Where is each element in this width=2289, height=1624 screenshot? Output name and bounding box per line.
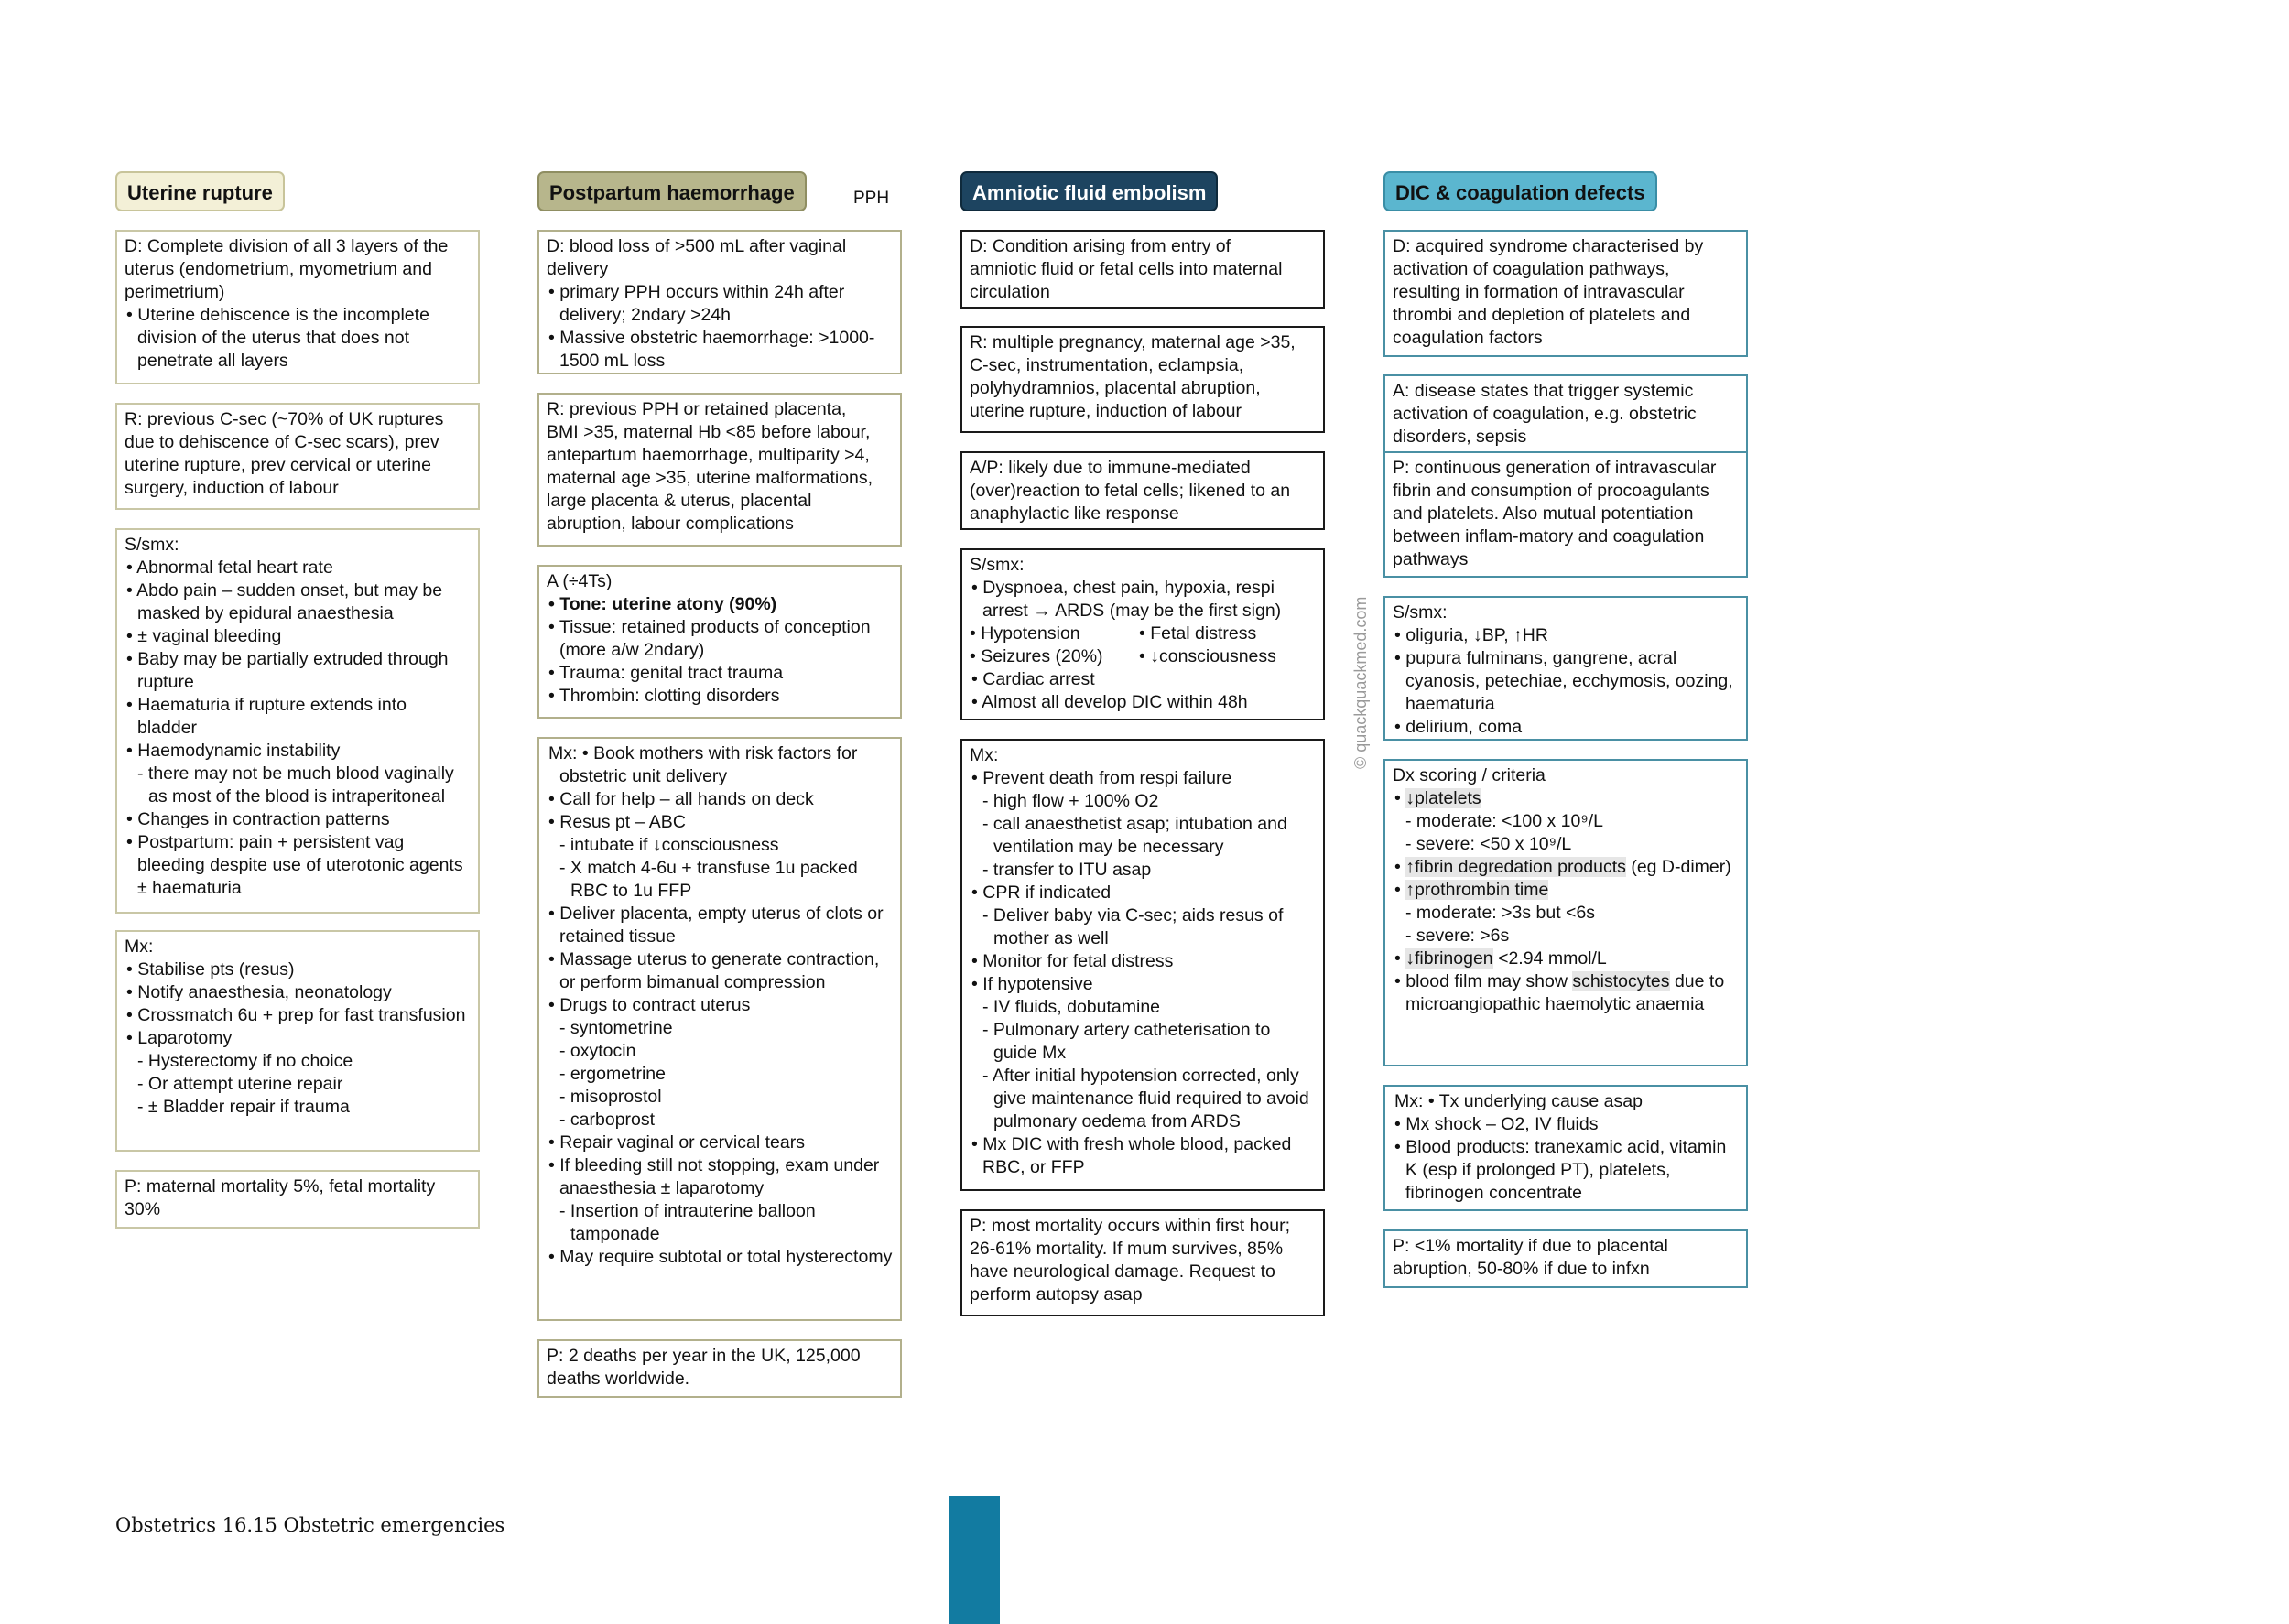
bullet-line: • Notify anaesthesia, neonatology	[126, 982, 392, 1002]
text-line: between inflam-matory and coagulation	[1393, 526, 1705, 547]
text-line: uterine rupture, induction of labour	[970, 401, 1242, 421]
bullet-line: • ↓consciousness	[1139, 646, 1276, 666]
sub-bullet-line: - After initial hypotension corrected, only give maintenance fluid required to avoid pulmonary oedema from ARDS	[982, 1066, 1309, 1131]
pph-aetiology-box	[537, 565, 902, 719]
bullet-line: Mx: • Book mothers with risk factors for obstetric unit delivery	[548, 743, 858, 786]
text-line: A: disease states that trigger systemic	[1393, 381, 1694, 401]
text-line: anaphylactic like response	[970, 503, 1179, 524]
bullet-line: • Trauma: genital tract trauma	[548, 663, 784, 683]
page-footer: Obstetrics 16.15 Obstetric emergencies	[115, 1514, 505, 1536]
text-line: S/smx:	[1393, 602, 1448, 623]
afe-risk-box	[960, 326, 1325, 433]
text-line: D: blood loss of >500 mL after vaginal	[547, 236, 847, 256]
sub-bullet-line: - high flow + 100% O2	[982, 791, 1159, 811]
text-line: C-sec, instrumentation, eclampsia,	[970, 355, 1244, 375]
bullet-line: • Baby may be partially extruded through rupture	[126, 649, 449, 692]
bullet-line: • Mx shock – O2, IV fluids	[1394, 1114, 1599, 1134]
dic-diagnosis-box: Dx scoring / criteria • ↓platelets - moderate: <100 x 10⁹/L - severe: <50 x 10⁹/L • ↑fibrin degredation products (eg D-dimer) • ↑prothrombin time - moderate: >3s but <6s - severe: >6s • ↓fibrinogen <2.94 mmol/L • blood film may show schistocytes due to microangiopathic haemolytic anaemia	[1383, 759, 1748, 1066]
text-line: maternal age >35, uterine malformations,	[547, 468, 873, 488]
bullet-line: • May require subtotal or total hysterectomy	[548, 1247, 893, 1267]
text-line: P: continuous generation of intravascular	[1393, 458, 1717, 478]
text-line: polyhydramnios, placental abruption,	[970, 378, 1261, 398]
afe-definition-box	[960, 230, 1325, 309]
bullet-line: Mx: • Tx underlying cause asap	[1394, 1091, 1643, 1111]
text-line: perimetrium)	[125, 282, 225, 302]
bullet-line: • Cardiac arrest	[971, 669, 1095, 689]
sub-bullet-line: - moderate: <100 x 10⁹/L	[1405, 811, 1603, 831]
afe-prognosis-box	[960, 1209, 1325, 1316]
text-line: Mx:	[970, 745, 999, 765]
bullet-line: • Prevent death from respi failure	[971, 768, 1232, 788]
sub-bullet-line: - intubate if ↓consciousness	[559, 835, 779, 855]
text-line: S/smx:	[125, 535, 179, 555]
bullet-line: • Drugs to contract uterus	[548, 995, 751, 1015]
text-line: Dx scoring / criteria	[1393, 765, 1546, 785]
text-fragment: (eg D-dimer)	[1625, 857, 1731, 877]
sub-bullet-line: - moderate: >3s but <6s	[1405, 903, 1596, 923]
highlighted-criterion: ↑fibrin degredation products	[1405, 857, 1626, 877]
highlighted-criterion: ↓platelets	[1405, 788, 1481, 808]
bullet-line: • Fetal distress	[1139, 623, 1257, 644]
ur-definition-box	[115, 230, 480, 384]
text-line: uterus (endometrium, myometrium and	[125, 259, 432, 279]
text-line: P: maternal mortality 5%, fetal mortality	[125, 1176, 436, 1196]
pph-management-box	[537, 737, 902, 1321]
sub-bullet-line: - carboprost	[559, 1110, 656, 1130]
bullet-line: • oliguria, ↓BP, ↑HR	[1394, 625, 1548, 645]
bullet-line: • Abdo pain – sudden onset, but may be masked by epidural anaesthesia	[126, 580, 443, 623]
sub-bullet-line: - IV fluids, dobutamine	[982, 997, 1161, 1017]
text-fragment: • blood film may show	[1394, 971, 1573, 991]
bullet-line: • Haemodynamic instability	[126, 741, 341, 761]
text-line: resulting in formation of intravascular	[1393, 282, 1685, 302]
text-line: pathways	[1393, 549, 1469, 569]
text-line: surgery, induction of labour	[125, 478, 339, 498]
bullet-line: • Postpartum: pain + persistent vag bleeding despite use of uterotonic agents ± haematuria	[126, 832, 463, 898]
bullet-line: • Repair vaginal or cervical tears	[548, 1132, 805, 1153]
pph-definition-box	[537, 230, 902, 374]
text-line: fibrin and consumption of procoagulants	[1393, 481, 1709, 501]
bullet-line: • Call for help – all hands on deck	[548, 789, 814, 809]
sub-bullet-line: - X match 4-6u + transfuse 1u packed RBC to 1u FFP	[559, 858, 858, 901]
watermark: © quackquackmed.com	[1351, 596, 1370, 769]
text-line: BMI >35, maternal Hb <85 before labour,	[547, 422, 871, 442]
sub-bullet-line: - Deliver baby via C-sec; aids resus of mother as well	[982, 905, 1284, 948]
ur-prognosis-box	[115, 1170, 480, 1229]
text-line: (over)reaction to fetal cells; likened to an	[970, 481, 1291, 501]
bullet-line: • Abnormal fetal heart rate	[126, 558, 333, 578]
text-line: abruption, 50-80% if due to infxn	[1393, 1259, 1650, 1279]
bullet-line: • Mx DIC with fresh whole blood, packed RBC, or FFP	[971, 1134, 1292, 1177]
text-line: 30%	[125, 1199, 161, 1219]
text-line: due to dehiscence of C-sec scars), prev	[125, 432, 439, 452]
section-tab	[949, 1496, 1000, 1624]
text-line: R: previous PPH or retained placenta,	[547, 399, 847, 419]
dic-management-box	[1383, 1085, 1748, 1211]
text-line: amniotic fluid or fetal cells into maternal	[970, 259, 1283, 279]
bullet-line: • Massage uterus to generate contraction, or perform bimanual compression	[548, 949, 880, 992]
dic-definition-box	[1383, 230, 1748, 357]
text-line: activation of coagulation, e.g. obstetric	[1393, 404, 1697, 424]
text-line: have neurological damage. Request to	[970, 1261, 1275, 1282]
afe-heading: Amniotic fluid embolism	[960, 171, 1218, 211]
bullet-line: • Crossmatch 6u + prep for fast transfusion	[126, 1005, 466, 1025]
bullet-line: • CPR if indicated	[971, 882, 1112, 903]
bullet-line: • primary PPH occurs within 24h after delivery; 2ndary >24h	[548, 282, 845, 325]
bullet-line: • If bleeding still not stopping, exam under anaesthesia ± laparotomy	[548, 1155, 880, 1198]
ur-management-box	[115, 930, 480, 1152]
bullet-line: • Seizures (20%)	[970, 646, 1103, 666]
bullet-line: • If hypotensive	[971, 974, 1093, 994]
text-fragment: due to microangiopathic haemolytic anaemia	[1405, 971, 1725, 1014]
highlighted-term: schistocytes	[1572, 971, 1670, 991]
bullet-line: • delirium, coma	[1394, 717, 1523, 737]
bullet-line: • Uterine dehiscence is the incomplete division of the uterus that does not penetrate all layers	[126, 305, 429, 371]
text-line: S/smx:	[970, 555, 1025, 575]
bullet-line: • Changes in contraction patterns	[126, 809, 390, 829]
sub-bullet-line: - severe: <50 x 10⁹/L	[1405, 834, 1572, 854]
bullet-line: • Thrombin: clotting disorders	[548, 686, 780, 706]
pph-risk-box	[537, 393, 902, 547]
text-line: large placenta & uterus, placental	[547, 491, 812, 511]
text-line: thrombi and depletion of platelets and	[1393, 305, 1691, 325]
sub-bullet-line: - Hysterectomy if no choice	[137, 1051, 353, 1071]
bullet-line: • Tissue: retained products of conception (more a/w 2ndary)	[548, 617, 871, 660]
sub-bullet-line: - Or attempt uterine repair	[137, 1074, 343, 1094]
dic-prognosis-box	[1383, 1229, 1748, 1288]
text-line: circulation	[970, 282, 1050, 302]
ur-symptoms-box	[115, 528, 480, 914]
sub-bullet-line: - there may not be much blood vaginally as most of the blood is intraperitoneal	[137, 763, 454, 807]
bullet-line: • ± vaginal bleeding	[126, 626, 282, 646]
sub-bullet-line: - Pulmonary artery catheterisation to guide Mx	[982, 1020, 1271, 1063]
bullet-line: • Deliver placenta, empty uterus of clots or retained tissue	[548, 904, 884, 947]
text-line: P: <1% mortality if due to placental	[1393, 1236, 1668, 1256]
ur-risk-box	[115, 403, 480, 510]
pph-prognosis-box	[537, 1339, 902, 1398]
highlighted-criterion: ↓fibrinogen	[1405, 948, 1493, 969]
text-line: A (÷4Ts)	[547, 571, 613, 591]
sub-bullet-line: - transfer to ITU asap	[982, 860, 1152, 880]
sub-bullet-line: - Insertion of intrauterine balloon tamponade	[559, 1201, 816, 1244]
bullet-line: • Haematuria if rupture extends into bladder	[126, 695, 407, 738]
pph-abbreviation: PPH	[853, 189, 890, 208]
dic-aetiology-box	[1383, 374, 1748, 453]
text-line: P: most mortality occurs within first hour;	[970, 1216, 1291, 1236]
text-line: abruption, labour complications	[547, 514, 794, 534]
afe-pathophysiology-box	[960, 451, 1325, 530]
text-fragment: <2.94 mmol/L	[1492, 948, 1607, 969]
sub-bullet-line: - ± Bladder repair if trauma	[137, 1097, 350, 1117]
text-line: coagulation factors	[1393, 328, 1543, 348]
afe-management-box	[960, 739, 1325, 1191]
text-line: antepartum haemorrhage, multiparity >4,	[547, 445, 870, 465]
pph-heading: Postpartum haemorrhage	[537, 171, 807, 211]
bullet-line: • Blood products: tranexamic acid, vitamin K (esp if prolonged PT), platelets, fibrinogen concentrate	[1394, 1137, 1727, 1203]
dic-symptoms-box	[1383, 596, 1748, 741]
text-line: P: 2 deaths per year in the UK, 125,000	[547, 1346, 861, 1366]
text-line: deaths worldwide.	[547, 1369, 690, 1389]
text-line: uterine rupture, prev cervical or uterine	[125, 455, 431, 475]
text-line: R: previous C-sec (~70% of UK ruptures	[125, 409, 444, 429]
text-line: delivery	[547, 259, 609, 279]
dic-heading: DIC & coagulation defects	[1383, 171, 1657, 211]
text-line: A/P: likely due to immune-mediated	[970, 458, 1251, 478]
bullet-line: • Resus pt – ABC	[548, 812, 686, 832]
text-line: activation of coagulation pathways,	[1393, 259, 1670, 279]
text-line: and platelets. Also mutual potentiation	[1393, 503, 1694, 524]
sub-bullet-line: - syntometrine	[559, 1018, 673, 1038]
text-line: perform autopsy asap	[970, 1284, 1143, 1305]
bullet-line: • Massive obstetric haemorrhage: >1000-1500 mL loss	[548, 328, 875, 371]
text-line: R: multiple pregnancy, maternal age >35,	[970, 332, 1296, 352]
sub-bullet-line: - severe: >6s	[1405, 926, 1510, 946]
sub-bullet-line: - ergometrine	[559, 1064, 666, 1084]
sub-bullet-line: - oxytocin	[559, 1041, 636, 1061]
bullet-line: • Stabilise pts (resus)	[126, 959, 295, 980]
sub-bullet-line: - call anaesthetist asap; intubation and ventilation may be necessary	[982, 814, 1287, 857]
text-line: D: Complete division of all 3 layers of the	[125, 236, 449, 256]
bullet-line: • Monitor for fetal distress	[971, 951, 1174, 971]
highlighted-criterion: ↑prothrombin time	[1405, 880, 1549, 900]
bullet-line: • Dyspnoea, chest pain, hypoxia, respi arrest → ARDS (may be the first sign)	[971, 578, 1282, 621]
uterine-rupture-heading: Uterine rupture	[115, 171, 285, 211]
text-line: Mx:	[125, 937, 154, 957]
text-line: D: Condition arising from entry of	[970, 236, 1231, 256]
bullet-line: • Laparotomy	[126, 1028, 233, 1048]
text-line: 26-61% mortality. If mum survives, 85%	[970, 1239, 1284, 1259]
bullet-line: • Almost all develop DIC within 48h	[971, 692, 1248, 712]
dic-pathophysiology-box	[1383, 451, 1748, 578]
afe-symptoms-box	[960, 548, 1325, 720]
bullet-line: • Tone: uterine atony (90%)	[548, 594, 777, 614]
bullet-line: • pupura fulminans, gangrene, acral cyanosis, petechiae, ecchymosis, oozing, haematuria	[1394, 648, 1733, 714]
text-line: D: acquired syndrome characterised by	[1393, 236, 1704, 256]
bullet-line: • Hypotension	[970, 623, 1080, 644]
sub-bullet-line: - misoprostol	[559, 1087, 662, 1107]
text-line: disorders, sepsis	[1393, 427, 1527, 447]
